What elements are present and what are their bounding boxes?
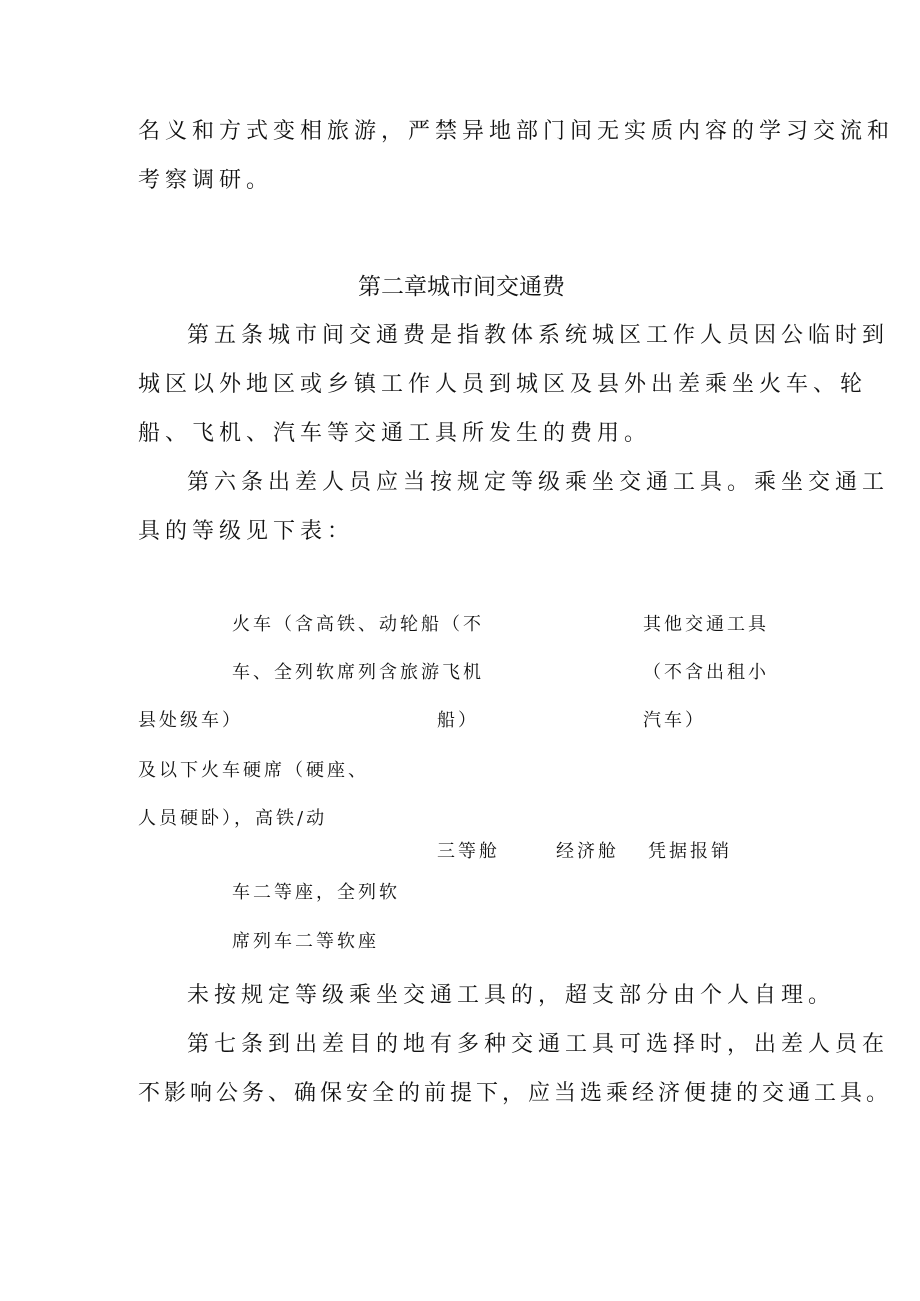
table-row-label: 及以下火车硬席（硬座、 (138, 760, 369, 781)
table-header-other: 汽车） (643, 710, 706, 731)
table-cell-other: 凭据报销 (648, 841, 732, 862)
table-header-other: （不含出租小 (643, 662, 769, 683)
article5-line: 船、飞机、汽车等交通工具所发生的费用。 (138, 421, 652, 446)
table-cell-plane: 经济舱 (556, 841, 619, 862)
table-row-label: 人员硬卧），高铁/动 (138, 808, 328, 829)
article6-line: 第六条出差人员应当按规定等级乘坐交通工具。乘坐交通工 (187, 470, 890, 495)
table-cell-ship: 三等舱 (437, 841, 500, 862)
table-header-ship: 船） (437, 710, 479, 731)
article6-line: 具的等级见下表： (138, 519, 355, 544)
table-header-other: 其他交通工具 (643, 614, 769, 635)
table-header-train: 火车（含高铁、动轮船（不 (232, 614, 484, 635)
table-header-train: 车、全列软席列含旅游飞机 (232, 662, 484, 683)
article7-line: 第七条到出差目的地有多种交通工具可选择时，出差人员在 (187, 1032, 890, 1057)
paragraph-line: 考察调研。 (138, 168, 274, 193)
article7-line: 不影响公务、确保安全的前提下，应当选乘经济便捷的交通工具。 (138, 1081, 893, 1106)
chapter-title: 第二章城市间交通费 (358, 274, 565, 300)
after-table-line: 未按规定等级乘坐交通工具的，超支部分由个人自理。 (187, 983, 836, 1008)
article5-line: 第五条城市间交通费是指教体系统城区工作人员因公临时到 (187, 323, 890, 348)
table-cell-train: 车二等座，全列软 (232, 882, 400, 903)
paragraph-line: 名义和方式变相旅游，严禁异地部门间无实质内容的学习交流和 (138, 119, 895, 144)
table-cell-train: 席列车二等软座 (232, 931, 379, 952)
table-row-label: 县处级车） (138, 710, 243, 731)
article5-line: 城区以外地区或乡镇工作人员到城区及县外出差乘坐火车、轮 (138, 372, 868, 397)
